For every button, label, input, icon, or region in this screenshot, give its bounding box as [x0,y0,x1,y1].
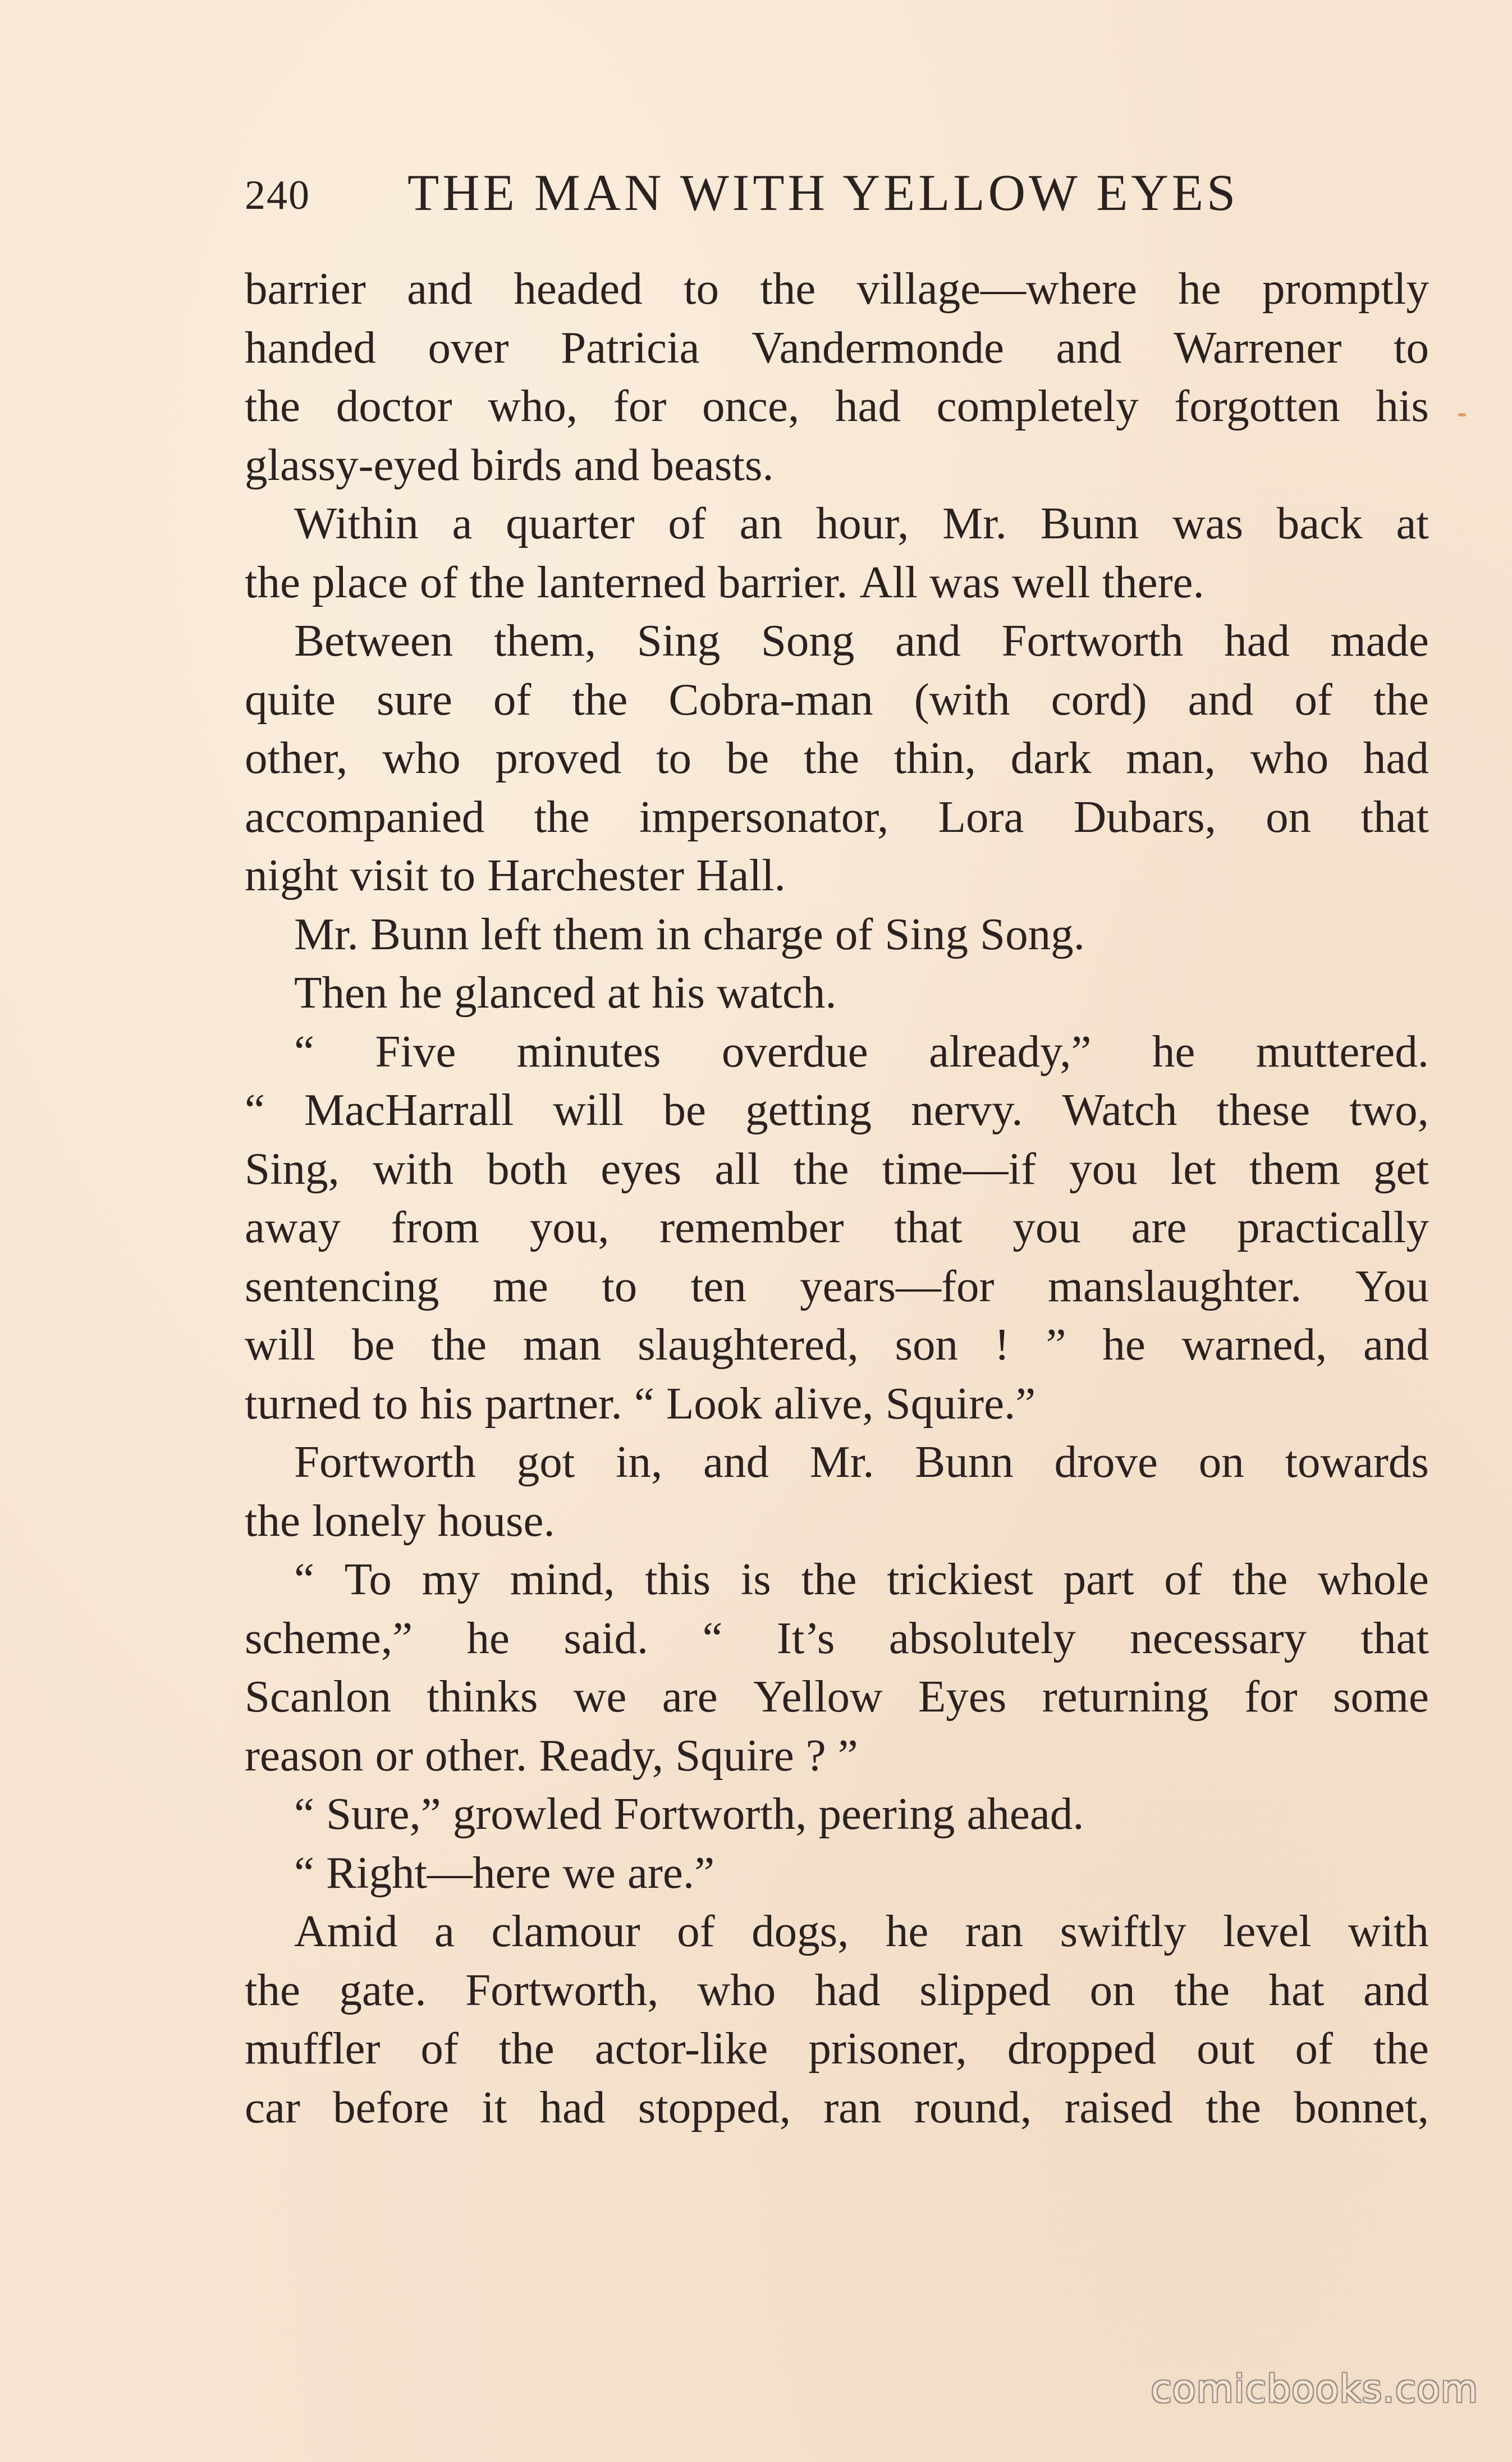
text-line: scheme,” he said. “ It’s absolutely necessary that [245,1612,1429,1663]
text-line: “ MacHarrall will be getting nervy. Watch these two, [245,1084,1429,1135]
text-line: Then he glanced at his watch. [294,967,837,1018]
text-line: Scanlon thinks we are Yellow Eyes returning for some [245,1671,1429,1722]
text-line: reason or other. Ready, Squire ? ” [245,1729,858,1781]
text-line: sentencing me to ten years—for manslaughter. You [245,1260,1429,1311]
text-line: “ Five minutes overdue already,” he muttered. [294,1026,1429,1077]
body-text [245,259,1429,2136]
text-line: night visit to Harchester Hall. [245,850,786,900]
text-line: car before it had stopped, ran round, raised the bonnet, [245,2081,1429,2132]
text-line: handed over Patricia Vandermonde and Warrener to [245,322,1429,373]
text-line: “ Right—here we are.” [294,1847,715,1898]
text-line: other, who proved to be the thin, dark man, who had [245,733,1429,783]
text-line: Between them, Sing Song and Fortworth had made [294,615,1429,666]
text-line: the doctor who, for once, had completely forgotten his [245,381,1429,431]
text-line: Sing, with both eyes all the time—if you let them get [245,1143,1429,1194]
paper-speck [1458,413,1466,417]
running-head [245,163,1429,230]
text-line: the gate. Fortworth, who had slipped on the hat and [245,1964,1429,2015]
text-line: the place of the lanterned barrier. All was well there. [245,556,1204,607]
text-line: Amid a clamour of dogs, he ran swiftly level with [294,1906,1429,1956]
text-line: barrier and headed to the village—where he promptly [245,263,1429,314]
book-title: THE MAN WITH YELLOW EYES [407,164,1239,221]
text-line: Fortworth got in, and Mr. Bunn drove on towards [294,1436,1429,1487]
text-line: will be the man slaughtered, son ! ” he warned, and [245,1319,1429,1370]
text-line: accompanied the impersonator, Lora Dubars, on that [245,791,1429,842]
page-number: 240 [245,172,310,218]
watermark: comicbooks.com [1151,2367,1478,2411]
text-line: Within a quarter of an hour, Mr. Bunn was back at [294,498,1429,548]
text-line: “ To my mind, this is the trickiest part of the whole [294,1554,1429,1604]
text-line: muffler of the actor-like prisoner, dropped out of the [245,2023,1429,2074]
text-line: “ Sure,” growled Fortworth, peering ahead. [294,1788,1084,1839]
text-line: turned to his partner. “ Look alive, Squire.” [245,1378,1036,1429]
text-line: the lonely house. [245,1495,555,1546]
text-line: away from you, remember that you are practically [245,1202,1429,1252]
text-line: Mr. Bunn left them in charge of Sing Song. [294,908,1085,959]
text-line: glassy-eyed birds and beasts. [245,439,774,490]
text-line: quite sure of the Cobra-man (with cord) and of the [245,674,1429,725]
